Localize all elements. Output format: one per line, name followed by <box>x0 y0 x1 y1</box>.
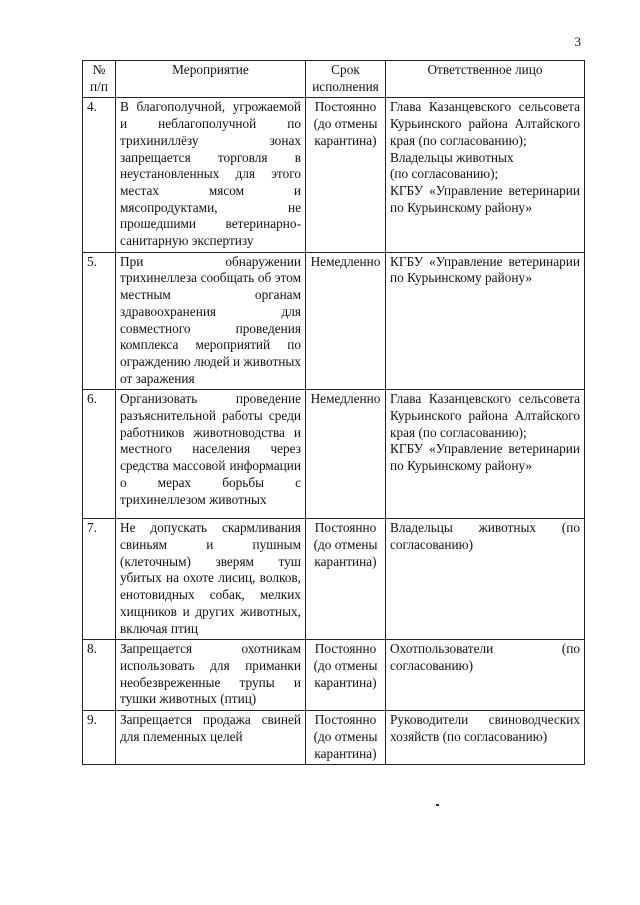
header-responsible: Ответственное лицо <box>386 61 585 98</box>
row-term: Постоянно (до отмены карантина) <box>306 711 386 765</box>
table-row <box>83 711 585 765</box>
row-responsible: КГБУ «Управление ветеринарии по Курьинскому району» <box>386 252 585 390</box>
measures-table <box>82 60 585 765</box>
row-activity: Запрещается охотникам использовать для приманки необезвреженные трупы и тушки животных (птиц) <box>116 640 306 711</box>
row-responsible: Охотпользователи (по согласованию) <box>386 640 585 711</box>
row-num: 4. <box>83 98 116 252</box>
scan-speck <box>436 804 439 806</box>
table-header-row <box>83 61 585 98</box>
row-term: Постоянно (до отмены карантина) <box>306 640 386 711</box>
table-row <box>83 640 585 711</box>
row-activity: Не допускать скармливания свиньям и пушным (клеточным) зверям туш убитых на охоте лисиц, волков, енотовидных собак, мелких хищников и других животных, включая птиц <box>116 519 306 640</box>
header-term: Срок исполнения <box>306 61 386 98</box>
row-num: 5. <box>83 252 116 390</box>
row-responsible: Владельцы животных (по согласованию) <box>386 519 585 640</box>
row-num: 7. <box>83 519 116 640</box>
table-row <box>83 390 585 519</box>
row-term: Немедленно <box>306 390 386 519</box>
row-term: Постоянно (до отмены карантина) <box>306 98 386 252</box>
row-responsible: Глава Казанцевского сельсовета Курьинского района Алтайского края (по согласованию); КГБУ «Управление ветеринарии по Курьинскому району» <box>386 390 585 519</box>
table-row <box>83 98 585 252</box>
table-row <box>83 519 585 640</box>
row-term: Немедленно <box>306 252 386 390</box>
row-term: Постоянно (до отмены карантина) <box>306 519 386 640</box>
table-row <box>83 252 585 390</box>
row-num: 6. <box>83 390 116 519</box>
row-activity: Организовать проведение разъяснительной работы среди работников животноводства и местного населения через средства массовой информации о мерах борьбы с трихинеллезом животных <box>116 390 306 519</box>
row-activity: При обнаружении трихинеллеза сообщать об этом местным органам здравоохранения для совместного проведения комплекса мероприятий по ограждению людей и животных от заражения <box>116 252 306 390</box>
page-number: 3 <box>574 34 581 49</box>
header-num: № п/п <box>83 61 116 98</box>
row-responsible: Глава Казанцевского сельсовета Курьинского района Алтайского края (по согласованию); Владельцы животных (по согласованию); КГБУ «Управление ветеринарии по Курьинскому району» <box>386 98 585 252</box>
row-num: 8. <box>83 640 116 711</box>
row-activity: В благополучной, угрожаемой и неблагополучной по трихиниллёзу зонах запрещается торговля в неустановленных для этого местах мясом и мясопродуктами, не прошедшими ветеринарно-санитарную экспертизу <box>116 98 306 252</box>
row-responsible: Руководители свиноводческих хозяйств (по согласованию) <box>386 711 585 765</box>
row-num: 9. <box>83 711 116 765</box>
header-activity: Мероприятие <box>116 61 306 98</box>
row-activity: Запрещается продажа свиней для племенных целей <box>116 711 306 765</box>
